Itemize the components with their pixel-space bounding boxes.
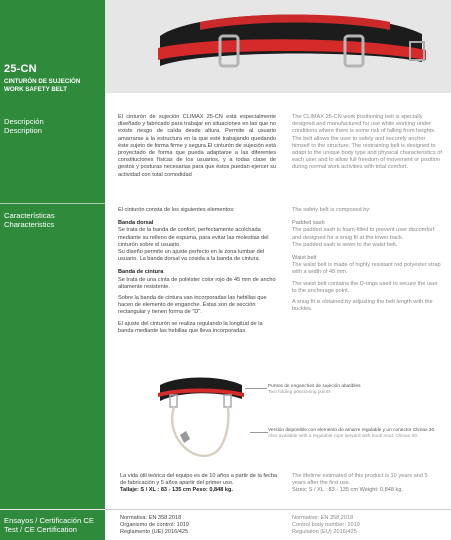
callout-lanyard: Versión disponible con elemento de amarre regulable y un conector Climax 30. Also available with a regulable rope lanyard with hook mod. Climax 30. (268, 428, 436, 439)
callout-folding-points: Puntos de enganches de sujeción abatibles Two folding positioning points (268, 384, 361, 395)
description-en: The CLIMAX 25-CN work positioning belt is specially designed and manufactured for use while working under conditions where there is some risk of falling from heights. The belt allows the user to safely and securely anchor himself to the structure. The restraining belt is designed to adapt to the unique body type and physical characteristics of each user and to allow full freedom of movement or position during normal work activities with total comfort. (292, 114, 442, 171)
belt-lanyard-image (150, 375, 250, 465)
lifetime-es: La vida útil teórica del equipo es de 10 años a partir de la fecha de fabricación y 5 años apartir del primer uso. Tallaje: S / XL : 83 - 135 cm Peso: 0,848 kg. (120, 473, 278, 494)
characteristics-en: The safety belt is composed by: Padded sash The padded sash is foam-filled to prevent user discomfort and designed for a snug fit at the lower back. The padded sash is sewn to the waist belt. Waist belt The waist belt is made of highly resistant red polyester strap with a width of 45 mm. The waist belt contains the D-rings used to secure the user to the anchorage point. A snug fit is obtained by adjusting the belt length with the buckles. (292, 207, 441, 313)
tests-es: Normativa: EN 358:2018 Organismo de control: 1019 Reglamento (UE) 2016/425 (120, 515, 190, 536)
tests-en: Normative: EN 358:2018 Control body number: 1019 Regulation (EU) 2016/425 (292, 515, 360, 536)
title-block (4, 63, 104, 94)
belt-product-image (140, 6, 440, 92)
description-es: El cinturón de sujeción CLIMAX 25-CN está especialmente diseñado y fabricado para trabajar en situaciones en las que no existe riesgo de caída desde altura. Permite al usuario amarrarse a la estructura en la que esté trabajando quedando éste sujeto de forma firme y segura.El cinturón de sujeción está proyectado de forma que pueda adaptarse a las diferentes constituciones físicas de los usuarios, y a todas clase de gestos y posturas necesarias para que éstos puedan ejercer su actividad con total comodidad (118, 114, 276, 178)
lifetime-en: The lifetime estimated of this product is 10 years and 5 years after the first use. Sizes: S / XL : 83 - 135 cm Weight: 0,848 kg. (292, 473, 428, 494)
tests-label: Ensayos / Certificación CE Test / CE Certification (4, 516, 94, 534)
description-label: Descripción Description (4, 117, 44, 135)
characteristics-label: Características Characteristics (4, 211, 55, 229)
characteristics-es: El cinturón consta de los siguientes elementos: Banda dorsal Se trata de la banda de confort, perfectamente acolchada mediante su relleno de espuma, para evitar las molestias del cinturón sobre el usuario. Su diseño permite un ajuste perfecto en la zona lumbar del usuario. La banda dorsal va cosida a la banda de cintura. Banda de cintura Se trata de una cinta de poliéster color rojo de 45 mm de ancho altamente resistente. Sobre la banda de cintura van incorporadas las hebillas que hacen de elemento de enganche. Éstas son de sección rectangular y tienen forma de "D". El ajuste del cinturón se realiza regulando la longitud de la banda mediante las hebillas que lleva incorporadas. (118, 207, 276, 334)
subtitle-en: WORK SAFETY BELT (4, 86, 68, 93)
subtitle-es: CINTURÓN DE SUJECIÓN (4, 78, 81, 85)
model-title: 25-CN (4, 63, 37, 75)
